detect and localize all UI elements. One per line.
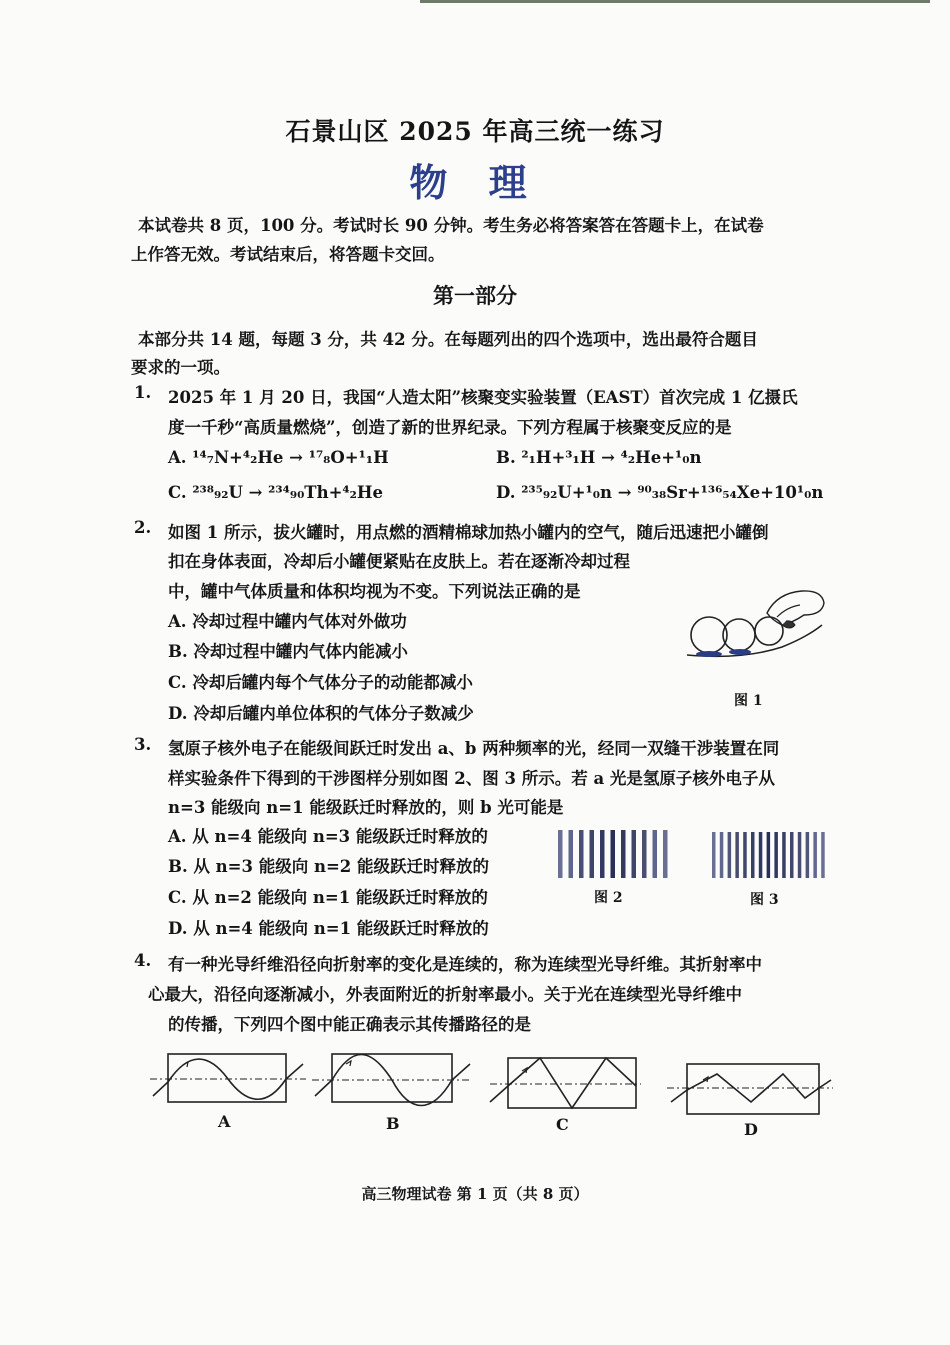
cupping-figure [682, 585, 832, 670]
q3-stem-line-2: 样实验条件下得到的干涉图样分别如图 2、图 3 所示。若 a 光是氢原子核外电子从 [168, 769, 775, 788]
q3-option-a[interactable]: A. 从 n=4 能级向 n=3 能级跃迁时释放的 [168, 827, 488, 846]
q1-option-b[interactable]: B. ²₁H+³₁H → ⁴₂He+¹₀n [496, 448, 702, 467]
q2-option-b[interactable]: B. 冷却过程中罐内气体内能减小 [168, 642, 408, 661]
q3-option-d[interactable]: D. 从 n=4 能级向 n=1 能级跃迁时释放的 [168, 919, 489, 938]
q4-number: 4. [134, 951, 152, 970]
fringe-dark-band [712, 832, 716, 878]
fringe-dark-band [621, 830, 626, 878]
fiber-label-d: D [744, 1120, 758, 1139]
q1-stem-line-2: 度一千秒“高质量燃烧”，创造了新的世界纪录。下列方程属于核聚变反应的是 [168, 418, 732, 437]
fiber-label-a: A [218, 1112, 231, 1131]
fringe-dark-band [767, 832, 771, 878]
instructions-line-1: 本试卷共 8 页，100 分。考试时长 90 分钟。考生务必将答案答在答题卡上，在试卷 [138, 216, 764, 235]
q1-number: 1. [134, 383, 152, 402]
q3-number: 3. [134, 735, 152, 754]
fiber-label-b: B [386, 1114, 400, 1133]
exam-title: 石景山区 2025 年高三统一练习 [285, 117, 665, 146]
section-intro-line-2: 要求的一项。 [131, 358, 230, 377]
q2-option-d[interactable]: D. 冷却后罐内单位体积的气体分子数减少 [168, 704, 474, 723]
fringe-dark-band [790, 832, 794, 878]
q1-option-c[interactable]: C. ²³⁸₉₂U → ²³⁴₉₀Th+⁴₂He [168, 483, 383, 502]
q2-option-a[interactable]: A. 冷却过程中罐内气体对外做功 [168, 612, 407, 631]
fringe-dark-band [653, 830, 658, 878]
subject-title: 物 理 [409, 160, 541, 205]
fringe-dark-band [798, 832, 802, 878]
fiber-label-c: C [556, 1115, 569, 1134]
fringe-dark-band [735, 832, 739, 878]
q2-stem-line-2: 扣在身体表面，冷却后小罐便紧贴在皮肤上。若在逐渐冷却过程 [168, 552, 630, 571]
figure-3-label: 图 3 [750, 892, 779, 908]
figure-2-fringes [556, 830, 672, 878]
fringe-dark-band [663, 830, 668, 878]
fringe-dark-band [632, 830, 637, 878]
fringe-dark-band [600, 830, 605, 878]
fringe-dark-band [642, 830, 647, 878]
fringe-dark-band [806, 832, 810, 878]
fiber-diagram-a [148, 1052, 308, 1104]
fringe-dark-band [720, 832, 724, 878]
fringe-dark-band [743, 832, 747, 878]
section-intro-line-1: 本部分共 14 题，每题 3 分，共 42 分。在每题列出的四个选项中，选出最符合题目 [138, 330, 758, 349]
fringe-dark-band [782, 832, 786, 878]
q2-stem-line-1: 如图 1 所示，拔火罐时，用点燃的酒精棉球加热小罐内的空气，随后迅速把小罐倒 [168, 523, 769, 542]
q2-stem-line-3: 中，罐中气体质量和体积均视为不变。下列说法正确的是 [168, 582, 581, 601]
fiber-diagram-d [665, 1058, 835, 1118]
q1-option-d[interactable]: D. ²³⁵₉₂U+¹₀n → ⁹⁰₃₈Sr+¹³⁶₅₄Xe+10¹₀n [496, 483, 824, 502]
fiber-diagram-b [310, 1052, 475, 1108]
fringe-dark-band [590, 830, 595, 878]
fiber-diagram-c [488, 1054, 643, 1112]
fringe-dark-band [813, 832, 817, 878]
scan-top-edge [420, 0, 930, 3]
fringe-dark-band [579, 830, 584, 878]
fringe-dark-band [751, 832, 755, 878]
q1-stem-line-1: 2025 年 1 月 20 日，我国“人造太阳”核聚变实验装置（EAST）首次完成 1 亿摄氏 [168, 388, 798, 407]
fringe-dark-band [728, 832, 732, 878]
q3-option-b[interactable]: B. 从 n=3 能级向 n=2 能级跃迁时释放的 [168, 857, 490, 876]
q4-stem-line-3: 的传播，下列四个图中能正确表示其传播路径的是 [168, 1015, 531, 1034]
fringe-dark-band [821, 832, 825, 878]
fringe-dark-band [774, 832, 778, 878]
q4-stem-line-1: 有一种光导纤维沿径向折射率的变化是连续的，称为连续型光导纤维。其折射率中 [168, 955, 762, 974]
figure-3-fringes [710, 832, 828, 880]
q4-stem-line-2: 心最大，沿径向逐渐减小，外表面附近的折射率最小。关于光在连续型光导纤维中 [148, 985, 742, 1004]
instructions-line-2: 上作答无效。考试结束后，将答题卡交回。 [131, 245, 445, 264]
page-footer: 高三物理试卷 第 1 页（共 8 页） [361, 1185, 589, 1203]
figure-2-label: 图 2 [594, 890, 623, 906]
fringe-dark-band [611, 830, 616, 878]
q2-number: 2. [134, 518, 152, 537]
q1-option-a[interactable]: A. ¹⁴₇N+⁴₂He → ¹⁷₈O+¹₁H [168, 448, 389, 467]
figure-1-label: 图 1 [734, 693, 763, 709]
q3-stem-line-1: 氢原子核外电子在能级间跃迁时发出 a、b 两种频率的光，经同一双缝干涉装置在同 [168, 739, 780, 758]
fringe-dark-band [558, 830, 563, 878]
fringe-dark-band [569, 830, 574, 878]
section-title: 第一部分 [433, 283, 517, 308]
q2-option-c[interactable]: C. 冷却后罐内每个气体分子的动能都减小 [168, 673, 473, 692]
fringe-dark-band [759, 832, 763, 878]
q3-stem-line-3: n=3 能级向 n=1 能级跃迁时释放的，则 b 光可能是 [168, 798, 564, 817]
q3-option-c[interactable]: C. 从 n=2 能级向 n=1 能级跃迁时释放的 [168, 888, 488, 907]
